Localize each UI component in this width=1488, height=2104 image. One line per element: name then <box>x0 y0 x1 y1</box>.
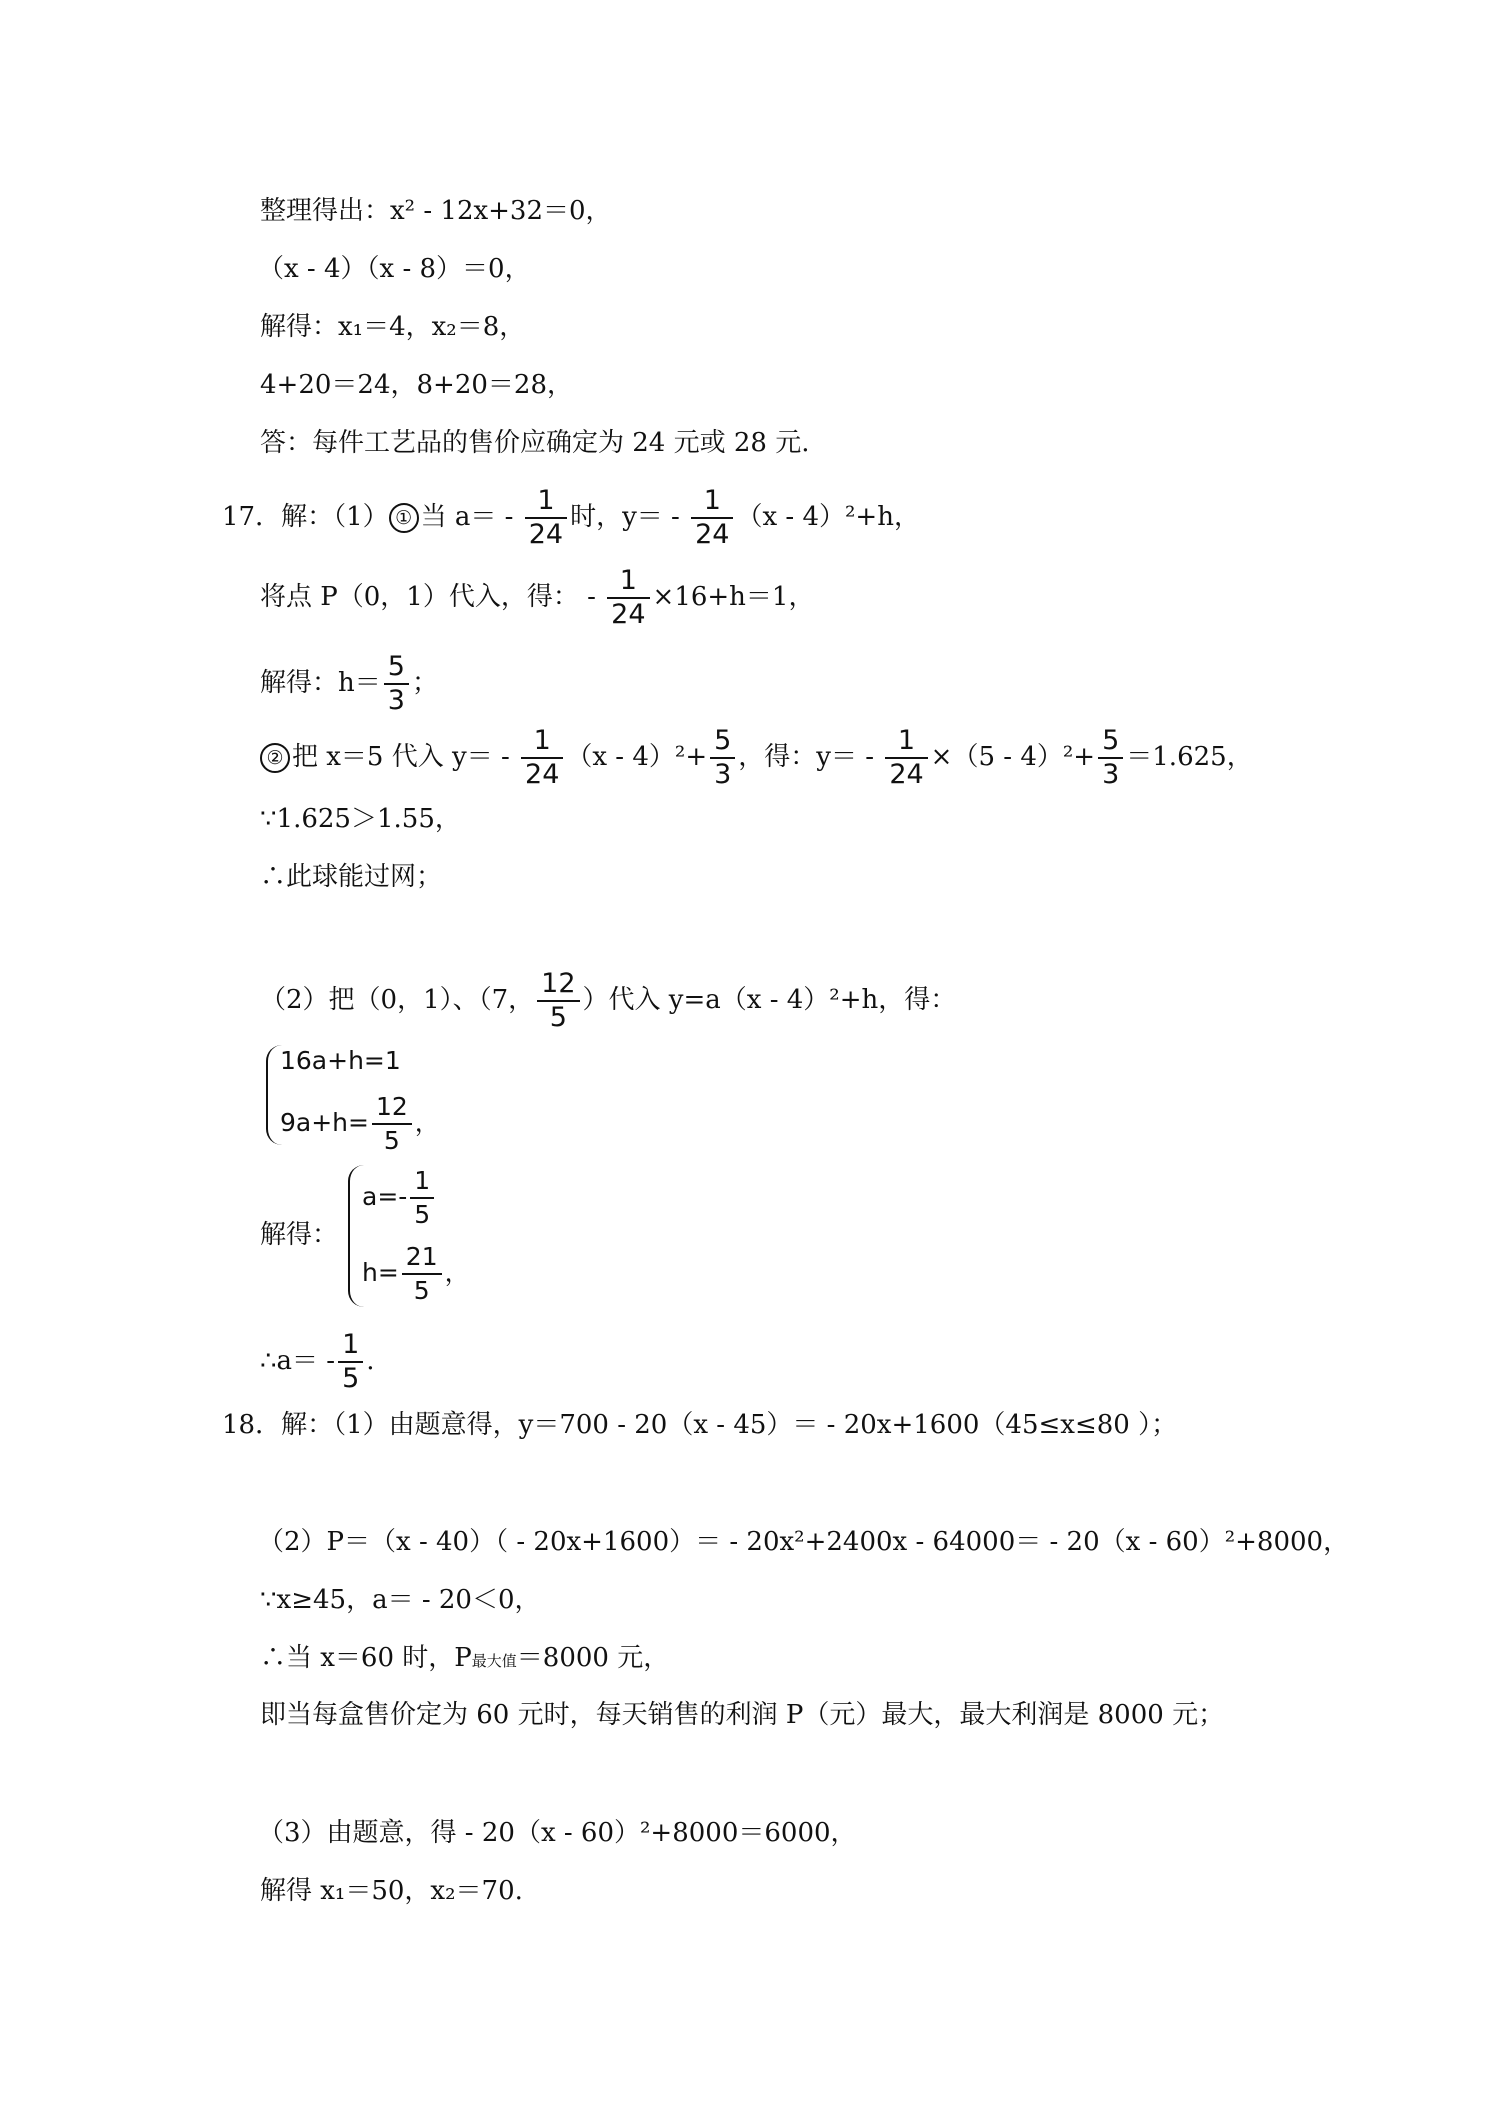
numerator: 1 <box>607 566 649 599</box>
fraction-21-5 <box>402 1242 442 1306</box>
fraction-5-3 <box>384 652 409 716</box>
q18-condition: ∵x≥45，a＝ - 20＜0， <box>260 1585 541 1615</box>
numerator: 5 <box>710 726 735 759</box>
q17-text-b: 时，y＝ - <box>570 502 680 532</box>
q17-final-answer <box>260 1326 375 1396</box>
numerator: 1 <box>691 486 733 519</box>
denominator: 24 <box>528 519 564 550</box>
q17-label: 17．解：（1） <box>222 502 389 532</box>
h-lhs: h= <box>362 1258 399 1287</box>
fraction-1-24 <box>885 726 927 790</box>
q17-compare-line: ∵1.625＞1.55， <box>260 804 461 834</box>
q17-part-b-line <box>260 965 956 1035</box>
numerator: 5 <box>1098 726 1123 759</box>
q17-h-line <box>260 648 438 718</box>
q18-solutions: 解得 x₁＝50，x₂＝70. <box>260 1876 523 1906</box>
circled-one-marker: ① <box>389 503 419 533</box>
fraction-12-5 <box>537 969 579 1033</box>
denominator: 5 <box>342 1363 360 1394</box>
denominator: 24 <box>695 519 730 550</box>
fraction-1-5 <box>338 1330 363 1394</box>
denominator: 5 <box>413 1276 430 1305</box>
q17-part2-line <box>260 722 1253 792</box>
q17-text-o: ＝1.625， <box>1126 742 1253 772</box>
q17-text-h: 解得：h＝ <box>260 668 381 698</box>
numerator: 5 <box>384 652 409 685</box>
q17-text-a: 当 a＝ - <box>420 502 514 532</box>
fraction-12-5 <box>372 1092 412 1156</box>
line-roots: 解得：x₁＝4，x₂＝8， <box>260 312 526 342</box>
denominator: 3 <box>387 685 405 716</box>
q17-conclusion-line: ∴此球能过网； <box>260 862 443 892</box>
subscript-max-value: 最大值 <box>471 1652 517 1670</box>
q17-text-n: ×（5 - 4）²+ <box>930 742 1096 772</box>
system-eq-1: 16a+h=1 <box>280 1046 401 1075</box>
q17-solve-label: 解得： <box>260 1220 339 1250</box>
q17-text-r: （2）把（0，1）、（7， <box>260 985 535 1015</box>
numerator: 21 <box>402 1242 442 1275</box>
fraction-1-24 <box>525 486 567 550</box>
q17-text-g: ×16+h＝1， <box>652 582 815 612</box>
q18-part2: （2）P＝（x - 40）（ - 20x+1600）＝ - 20x²+2400x - 64000＝ - 20（x - 60）²+8000， <box>258 1527 1350 1557</box>
numerator: 1 <box>885 726 927 759</box>
q18-part1: 18．解：（1）由题意得，y＝700 - 20（x - 45）＝ - 20x+1600（45≤x≤80 ）； <box>222 1410 1178 1440</box>
denominator: 5 <box>383 1126 400 1155</box>
denominator: 3 <box>1102 759 1120 790</box>
q17-text-l: （x - 4）²+ <box>566 742 708 772</box>
numerator: 12 <box>537 969 579 1002</box>
q18-max-a: ∴当 x＝60 时，P <box>260 1643 472 1673</box>
q18-maximum <box>260 1643 669 1676</box>
comma: ， <box>414 1108 440 1137</box>
circled-two-marker: ② <box>260 743 290 773</box>
solution-a <box>362 1166 437 1230</box>
line-factored: （x - 4）（x - 8）＝0， <box>258 254 531 284</box>
denominator: 3 <box>714 759 732 790</box>
numerator: 1 <box>525 486 567 519</box>
line-answer-16: 答：每件工艺品的售价应确定为 24 元或 28 元. <box>260 428 810 458</box>
a-lhs: a=- <box>362 1182 408 1211</box>
q18-max-c: ＝8000 元， <box>516 1643 670 1673</box>
numerator: 1 <box>410 1166 434 1199</box>
q17-text-c: （x - 4）²+h， <box>736 502 920 532</box>
fraction-5-3 <box>1098 726 1123 790</box>
fraction-1-24 <box>607 566 649 630</box>
q18-part3: （3）由题意，得 - 20（x - 60）²+8000＝6000， <box>258 1818 857 1848</box>
denominator: 5 <box>414 1200 431 1229</box>
fraction-1-24 <box>521 726 563 790</box>
system-eq-2 <box>280 1092 440 1156</box>
q17-substitute-line <box>260 562 814 632</box>
solution-h <box>362 1242 470 1306</box>
line-simplify: 整理得出：x² - 12x+32＝0， <box>260 196 612 226</box>
q17-text-i: ； <box>411 668 438 698</box>
denominator: 5 <box>549 1002 567 1033</box>
line-prices: 4+20＝24，8+20＝28， <box>260 370 573 400</box>
numerator: 1 <box>338 1330 363 1363</box>
q17-ans-text: ∴a＝ - <box>260 1346 336 1376</box>
fraction-1-24 <box>691 486 733 550</box>
period: . <box>366 1346 375 1376</box>
q17-text-k: 把 x＝5 代入 y＝ - <box>292 742 510 772</box>
eq2-lhs: 9a+h= <box>280 1108 369 1137</box>
q17-text-s: ）代入 y=a（x - 4）²+h，得： <box>582 985 957 1015</box>
comma: ， <box>444 1258 470 1287</box>
numerator: 1 <box>521 726 563 759</box>
q17-text-f: 将点 P（0，1）代入，得： - <box>260 582 596 612</box>
denominator: 24 <box>611 599 646 630</box>
denominator: 24 <box>889 759 924 790</box>
fraction-1-5 <box>410 1166 434 1230</box>
q18-answer-2: 即当每盒售价定为 60 元时，每天销售的利润 P（元）最大，最大利润是 8000 元； <box>260 1700 1225 1730</box>
fraction-5-3 <box>710 726 735 790</box>
denominator: 24 <box>525 759 560 790</box>
q17-part1-line <box>222 482 920 552</box>
q17-text-m: ，得：y＝ - <box>738 742 875 772</box>
numerator: 12 <box>372 1092 412 1125</box>
